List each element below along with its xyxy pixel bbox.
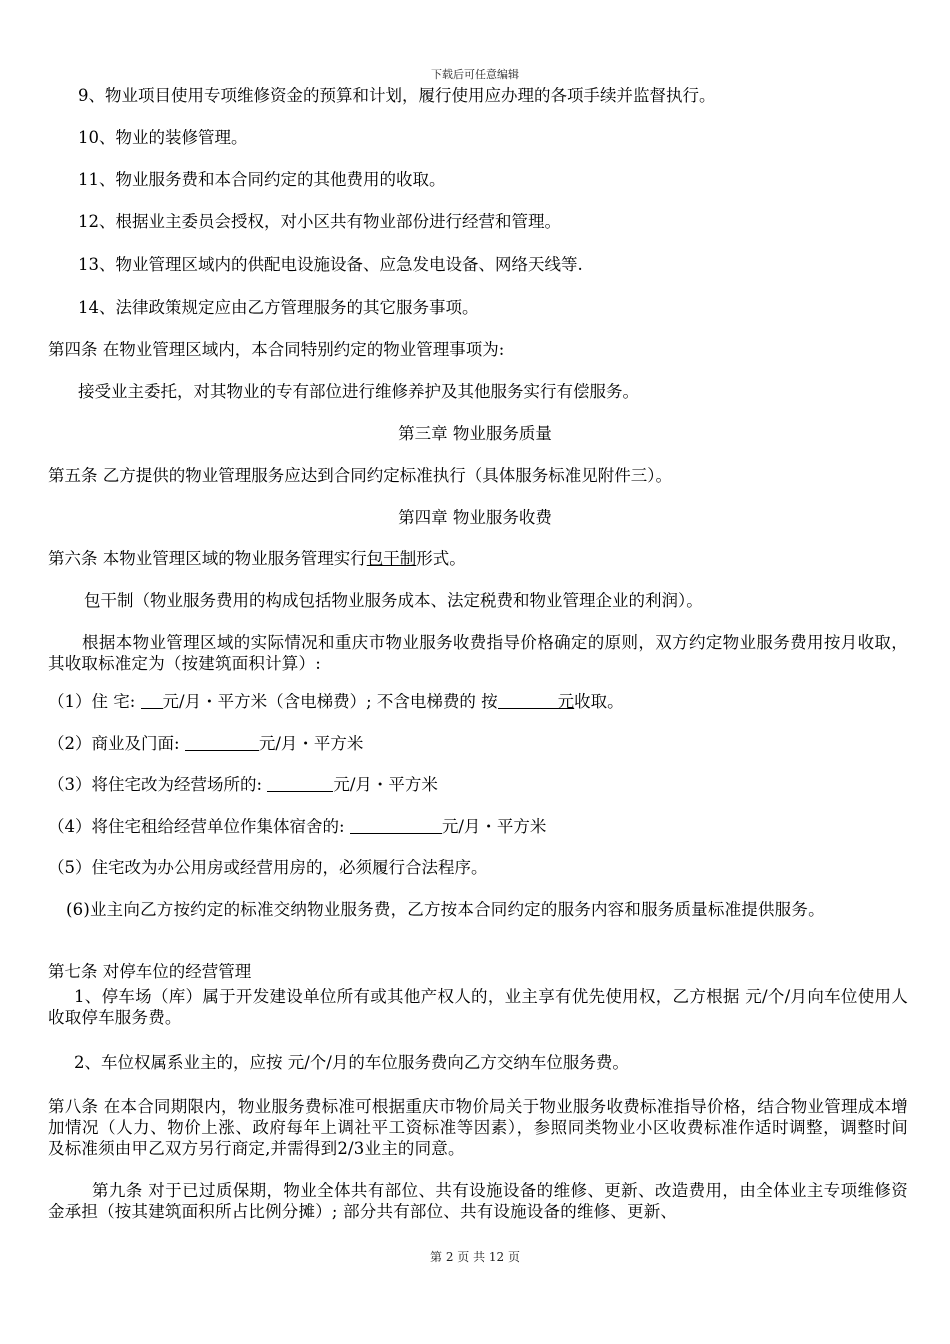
article-6	[48, 549, 908, 569]
fee-item-3-blank[interactable]	[267, 775, 333, 792]
fee-item-1-tail: 收取。	[574, 692, 624, 711]
article-4-heading: 第四条 在物业管理区域内，本合同特别约定的物业管理事项为:	[48, 340, 505, 359]
fee-item-4	[48, 817, 908, 837]
article-9: 第九条 对于已过质保期，物业全体共有部位、共有设施设备的维修、更新、改造费用，由全体业主专项维修资金承担（按其建筑面积所占比例分摊）; 部分共有部位、共有设施设备的维修、更新、	[48, 1181, 908, 1221]
fee-item-3-unit: 元/月・平方米	[333, 775, 438, 794]
article-6-underlined: 包干制	[366, 549, 417, 568]
fee-item-1-unit: 元/月・平方米（含电梯费）; 不含电梯费的 按	[162, 692, 498, 711]
fee-item-4-blank[interactable]	[350, 817, 442, 834]
article-8: 第八条 在本合同期限内，物业服务费标准可根据重庆市物价局关于物业服务收费标准指导价格，结合物业管理成本增加情况（人力、物价上涨、政府每年上调社平工资标准等因素），参照同类物业小区收费标准作适时调整，调整时间及标准须由甲乙双方另行商定,并需得到2/3业主的同意。	[48, 1097, 908, 1158]
clause-item-10: 10、物业的装修管理。	[78, 128, 248, 147]
fee-item-2-unit: 元/月・平方米	[258, 734, 364, 753]
clause-item-13: 13、物业管理区域内的供配电设施设备、应急发电设备、网络天线等.	[78, 255, 583, 274]
fee-item-4-unit: 元/月・平方米	[441, 817, 547, 836]
fee-item-3-label: （3）将住宅改为经营场所的:	[48, 775, 268, 794]
clause-item-14: 14、法律政策规定应由乙方管理服务的其它服务事项。	[78, 298, 479, 317]
article-6-suffix: 形式。	[416, 549, 466, 568]
baogan-definition: 包干制（物业服务费用的构成包括物业服务成本、法定税费和物业管理企业的利润）。	[84, 591, 703, 610]
fee-item-4-label: （4）将住宅租给经营单位作集体宿舍的:	[48, 817, 350, 836]
clause-item-9: 9、物业项目使用专项维修资金的预算和计划，履行使用应办理的各项手续并监督执行。	[78, 86, 716, 105]
fee-item-5: （5）住宅改为办公用房或经营用房的，必须履行合法程序。	[48, 858, 488, 877]
article-7-heading: 第七条 对停车位的经营管理	[48, 962, 252, 981]
fee-item-6: (6)业主向乙方按约定的标准交纳物业服务费，乙方按本合同约定的服务内容和服务质量标准提供服务。	[66, 900, 825, 919]
article-5: 第五条 乙方提供的物业管理服务应达到合同约定标准执行（具体服务标准见附件三）。	[48, 466, 672, 485]
article-7-item-1: 1、停车场（库）属于开发建设单位所有或其他产权人的，业主享有优先使用权，乙方根据 元/个/月向车位使用人收取停车服务费。	[48, 987, 908, 1027]
fee-basis-paragraph: 根据本物业管理区域的实际情况和重庆市物业服务收费指导价格确定的原则，双方约定物业服务费用按月收取，其收取标准定为（按建筑面积计算）:	[48, 633, 908, 673]
page-footer: 第 2 页 共 12 页	[430, 1250, 520, 1264]
article-7-item-2: 2、车位权属系业主的，应按 元/个/月的车位服务费向乙方交纳车位服务费。	[74, 1053, 629, 1072]
fee-item-1-label: （1）住 宅:	[48, 692, 141, 711]
article-4-body: 接受业主委托，对其物业的专有部位进行维修养护及其他服务实行有偿服务。	[78, 382, 639, 401]
fee-item-1	[48, 692, 908, 712]
fee-item-2-blank[interactable]	[185, 734, 259, 751]
fee-item-1-blank-2[interactable]	[498, 692, 558, 709]
chapter-3-title: 第三章 物业服务质量	[398, 424, 552, 443]
fee-item-2-label: （2）商业及门面:	[48, 734, 185, 753]
page-header: 下载后可任意编辑	[431, 68, 519, 81]
clause-item-11: 11、物业服务费和本合同约定的其他费用的收取。	[78, 170, 446, 189]
fee-item-2	[48, 734, 908, 754]
fee-item-1-blank[interactable]	[141, 692, 163, 709]
clause-item-12: 12、根据业主委员会授权，对小区共有物业部份进行经营和管理。	[78, 212, 561, 231]
article-6-prefix: 第六条 本物业管理区域的物业服务管理实行	[48, 549, 367, 568]
fee-item-3	[48, 775, 908, 795]
chapter-4-title: 第四章 物业服务收费	[398, 508, 552, 527]
fee-item-1-yuan: 元	[557, 692, 575, 711]
